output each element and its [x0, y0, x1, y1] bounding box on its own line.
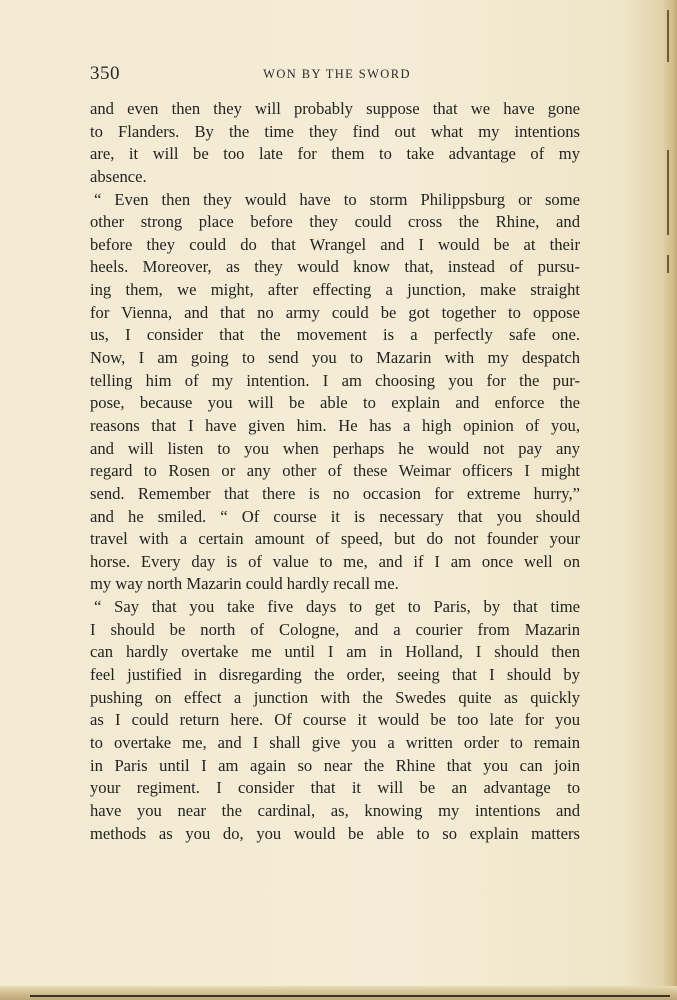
text-line: in Paris until I am again so near the Rhine that you can join	[90, 755, 580, 775]
page-edge-mark	[667, 255, 669, 273]
text-line: us, I consider that the movement is a perfectly safe one.	[90, 325, 580, 345]
text-line: regard to Rosen or any other of these Weimar officers I might	[90, 461, 580, 481]
text-line: “ Say that you take five days to get to Paris, by that time	[94, 597, 580, 617]
text-line: travel with a certain amount of speed, but do not founder your	[90, 529, 580, 549]
page-bottom-rule	[30, 995, 670, 997]
text-line: to Flanders. By the time they find out what my intentions	[90, 121, 580, 141]
text-line: feel justified in disregarding the order, seeing that I should by	[90, 665, 580, 685]
text-line: “ Even then they would have to storm Philippsburg or some	[94, 189, 580, 209]
text-line: telling him of my intention. I am choosing you for the pur-	[90, 370, 580, 390]
running-title: WON BY THE SWORD	[263, 67, 411, 81]
page-edge-mark	[667, 150, 669, 235]
text-line: and even then they will probably suppose that we have gone	[90, 99, 580, 118]
text-line: ing them, we might, after effecting a junction, make straight	[90, 280, 580, 300]
text-line: I should be north of Cologne, and a courier from Mazarin	[90, 619, 580, 639]
text-line: methods as you do, you would be able to so explain matters	[90, 823, 580, 843]
body-text	[90, 98, 580, 845]
text-line: other strong place before they could cross the Rhine, and	[90, 212, 580, 232]
page-edge-mark	[667, 10, 669, 62]
text-line: pose, because you will be able to explain and enforce the	[90, 393, 580, 413]
text-line: as I could return here. Of course it would be too late for you	[90, 710, 580, 730]
page-number: 350	[90, 63, 120, 84]
text-line: and will listen to you when perhaps he would not pay any	[90, 438, 580, 458]
text-line: reasons that I have given him. He has a high opinion of you,	[90, 415, 580, 435]
text-line: can hardly overtake me until I am in Holland, I should then	[90, 642, 580, 662]
text-line: before they could do that Wrangel and I would be at their	[90, 234, 580, 254]
text-line: my way north Mazarin could hardly recall me.	[90, 574, 399, 594]
text-line: your regiment. I consider that it will be an advantage to	[90, 778, 580, 798]
text-line: horse. Every day is of value to me, and if I am once well on	[90, 551, 580, 571]
page-bottom-edge	[0, 986, 677, 1000]
text-line: absence.	[90, 166, 147, 186]
text-line: have you near the cardinal, as, knowing my intentions and	[90, 800, 580, 820]
text-line: heels. Moreover, as they would know that, instead of pursu-	[90, 257, 580, 277]
text-line: are, it will be too late for them to take advantage of my	[90, 144, 580, 164]
text-line: pushing on effect a junction with the Swedes quite as quickly	[90, 687, 580, 707]
text-line: for Vienna, and that no army could be got together to oppose	[90, 302, 580, 322]
page-edge-shadow	[663, 0, 677, 1000]
text-line: and he smiled. “ Of course it is necessary that you should	[90, 506, 580, 526]
page-header	[90, 63, 580, 85]
text-line: Now, I am going to send you to Mazarin with my despatch	[90, 348, 580, 368]
text-line: send. Remember that there is no occasion for extreme hurry,”	[90, 483, 580, 503]
text-line: to overtake me, and I shall give you a written order to remain	[90, 732, 580, 752]
